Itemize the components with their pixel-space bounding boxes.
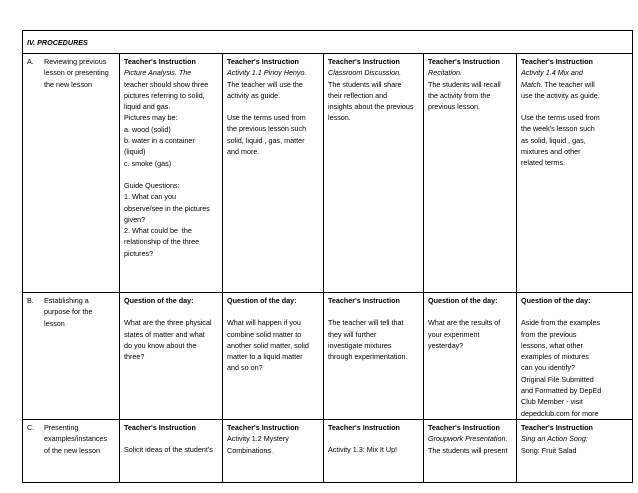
cell-text-line: Solicit ideas of the student's [124,445,213,455]
day-cell [120,293,223,420]
cell-text-line: the week's lesson such [521,124,595,134]
cell-text-line: What will happen if you [227,318,301,328]
cell-heading: Teacher's Instruction [227,57,299,66]
day-cell [324,293,424,420]
cell-text-line: as solid, liquid , gas, [521,135,586,145]
cell-text-line: combine solid matter to [227,329,302,339]
cell-text-line: Guide Questions: [124,180,180,190]
blank-line [124,169,218,180]
row-letter: A. [27,57,34,66]
cell-text-line: Use the terms used from [227,113,306,123]
cell-text-line: the activity from the [428,90,491,100]
cell-heading: Teacher's Instruction [227,422,299,432]
cell-text-line: depedclub.com for more [521,408,599,418]
cell-text-line: and so on? [227,363,263,373]
cell-text-line: The students will recall [428,79,501,89]
cell-text-line: relationship of the three [124,237,200,247]
activity-title: Classroom Discussion. [328,68,402,78]
cell-text-line: Use the terms used from [521,113,600,123]
cell-text-line: given? [124,214,146,224]
blank-line [227,306,319,317]
blank-line [521,306,628,317]
row-label: Reviewing previous lesson or presenting the new lesson [44,57,109,89]
activity-title: Picture Analysis. The [124,68,192,78]
cell-text-line: The teacher will tell that [328,318,404,328]
cell-text-line: and Formatted by DepEd [521,386,602,396]
cell-text-line: solid, liquid , gas, matter [227,135,305,145]
day-cell [424,54,517,293]
row-label: Establishing a purpose for the lesson [44,296,93,328]
activity-title: Recitation. [428,68,462,78]
procedures-table [22,30,633,483]
cell-heading: Question of the day: [428,296,498,305]
cell-text-line: The students will present [428,445,508,455]
cell-text-line: a. wood (solid) [124,124,171,134]
cell-text-line: The students will share [328,79,402,89]
cell-text-line: liquid and gas. [124,102,171,112]
cell-text-line: use the activity as guide. [521,90,600,100]
cell-text-line: the previous lesson such [227,124,307,134]
cell-heading: Teacher's Instruction [428,422,500,432]
cell-heading: Question of the day: [521,296,591,305]
day-cell [324,419,424,482]
blank-line [428,306,512,317]
day-cell [517,419,633,482]
activity-title: Match. [521,79,543,89]
cell-text-line: states of matter and what [124,329,205,339]
cell-text-line: activity as guide. [227,90,281,100]
blank-line [328,306,419,317]
cell-heading: Teacher's Instruction [124,422,196,432]
lesson-plan-page [22,30,632,493]
cell-heading: Teacher's Instruction [328,296,400,305]
cell-text-line: b. water in a container [124,136,195,146]
day-cell [517,293,633,420]
section-title: IV. PROCEDURES [23,31,633,54]
cell-text-line: lessons, what other [521,340,583,350]
day-cell [120,419,223,482]
cell-text-line: Combinations. [227,445,273,455]
row-label: Presenting examples/instances of the new lesson [44,422,108,455]
activity-title: Activity 1.4 Mix and [521,68,583,78]
cell-text-line: teacher should show three [124,79,209,89]
activity-title: Activity 1.1 Pinoy Henyo. [227,68,307,78]
cell-text-line: pictures? [124,248,154,258]
cell-text-line: Club Member - visit [521,397,583,407]
cell-heading: Teacher's Instruction [328,57,400,66]
cell-text-line: What are the three physical [124,318,212,328]
cell-heading: Question of the day: [227,296,297,305]
row-label-cell [23,293,120,420]
cell-text-line: they will further [328,329,377,339]
cell-heading: Teacher's Instruction [328,422,400,432]
blank-line [124,306,218,317]
day-cell [324,54,424,293]
cell-heading: Teacher's Instruction [521,422,593,432]
cell-text-line: from the previous [521,329,577,339]
activity-title-tail: The teacher will [542,79,595,89]
cell-text-line: mixtures and other [521,147,581,157]
activity-title: Groupwork Presentation. [428,434,508,444]
cell-text-line: another solid matter, solid [227,340,309,350]
cell-text-line: Pictures may be: [124,113,178,123]
cell-text-line: their reflection and [328,90,388,100]
cell-text-line: (liquid) [124,147,146,157]
cell-text-line: and more. [227,147,260,157]
day-cell [517,54,633,293]
row-letter: B. [27,296,34,305]
blank-line [124,433,218,444]
cell-text-line: related terms. [521,158,565,168]
procedure-row-b [23,293,633,420]
cell-text-line: c. smoke (gas) [124,158,172,168]
blank-line [227,101,319,112]
row-label-cell [23,54,120,293]
cell-text-line: The teacher will use the [227,79,303,89]
cell-text-line: 2. What could be the [124,226,192,236]
day-cell [223,293,324,420]
cell-text-line: Original File Submitted [521,374,594,384]
cell-text-line: observe/see in the pictures [124,203,210,213]
procedure-row-c [23,419,633,482]
day-cell [424,293,517,420]
cell-heading: Teacher's Instruction [521,57,593,66]
cell-text-line: examples of mixtures [521,352,589,362]
cell-heading: Question of the day: [124,296,194,305]
cell-text-line: Activity 1.3: Mix It Up! [328,445,398,455]
cell-text-line: yesterday? [428,340,464,350]
cell-text-line: three? [124,352,145,362]
cell-text-line: do you know about the [124,340,197,350]
cell-text-line: matter to a liquid matter [227,352,303,362]
row-label-cell [23,419,120,482]
cell-text-line: 1. What can you [124,192,176,202]
cell-text-line: can you identify? [521,363,575,373]
cell-text-line: What are the results of [428,318,501,328]
cell-text-line: Song: Fruit Salad [521,445,577,455]
cell-text-line: previous lesson. [428,102,480,112]
day-cell [223,54,324,293]
day-cell [223,419,324,482]
blank-line [521,101,628,112]
cell-text-line: your experiment [428,329,480,339]
cell-heading: Teacher's Instruction [428,57,500,66]
blank-line [328,433,419,444]
cell-text-line: Activity 1.2 Mystery [227,434,289,444]
row-letter: C. [27,422,35,432]
cell-text-line: lesson. [328,113,351,123]
cell-text-line: investigate mixtures [328,340,392,350]
procedure-row-a [23,54,633,293]
cell-text-line: Aside from the examples [521,318,601,328]
cell-text-line: pictures referring to solid, [124,90,205,100]
cell-text-line: through experimentation. [328,352,408,362]
day-cell [120,54,223,293]
day-cell [424,419,517,482]
activity-title: Sing an Action Song: [521,434,588,444]
cell-heading: Teacher's Instruction [124,57,196,66]
cell-text-line: insights about the previous [328,102,414,112]
